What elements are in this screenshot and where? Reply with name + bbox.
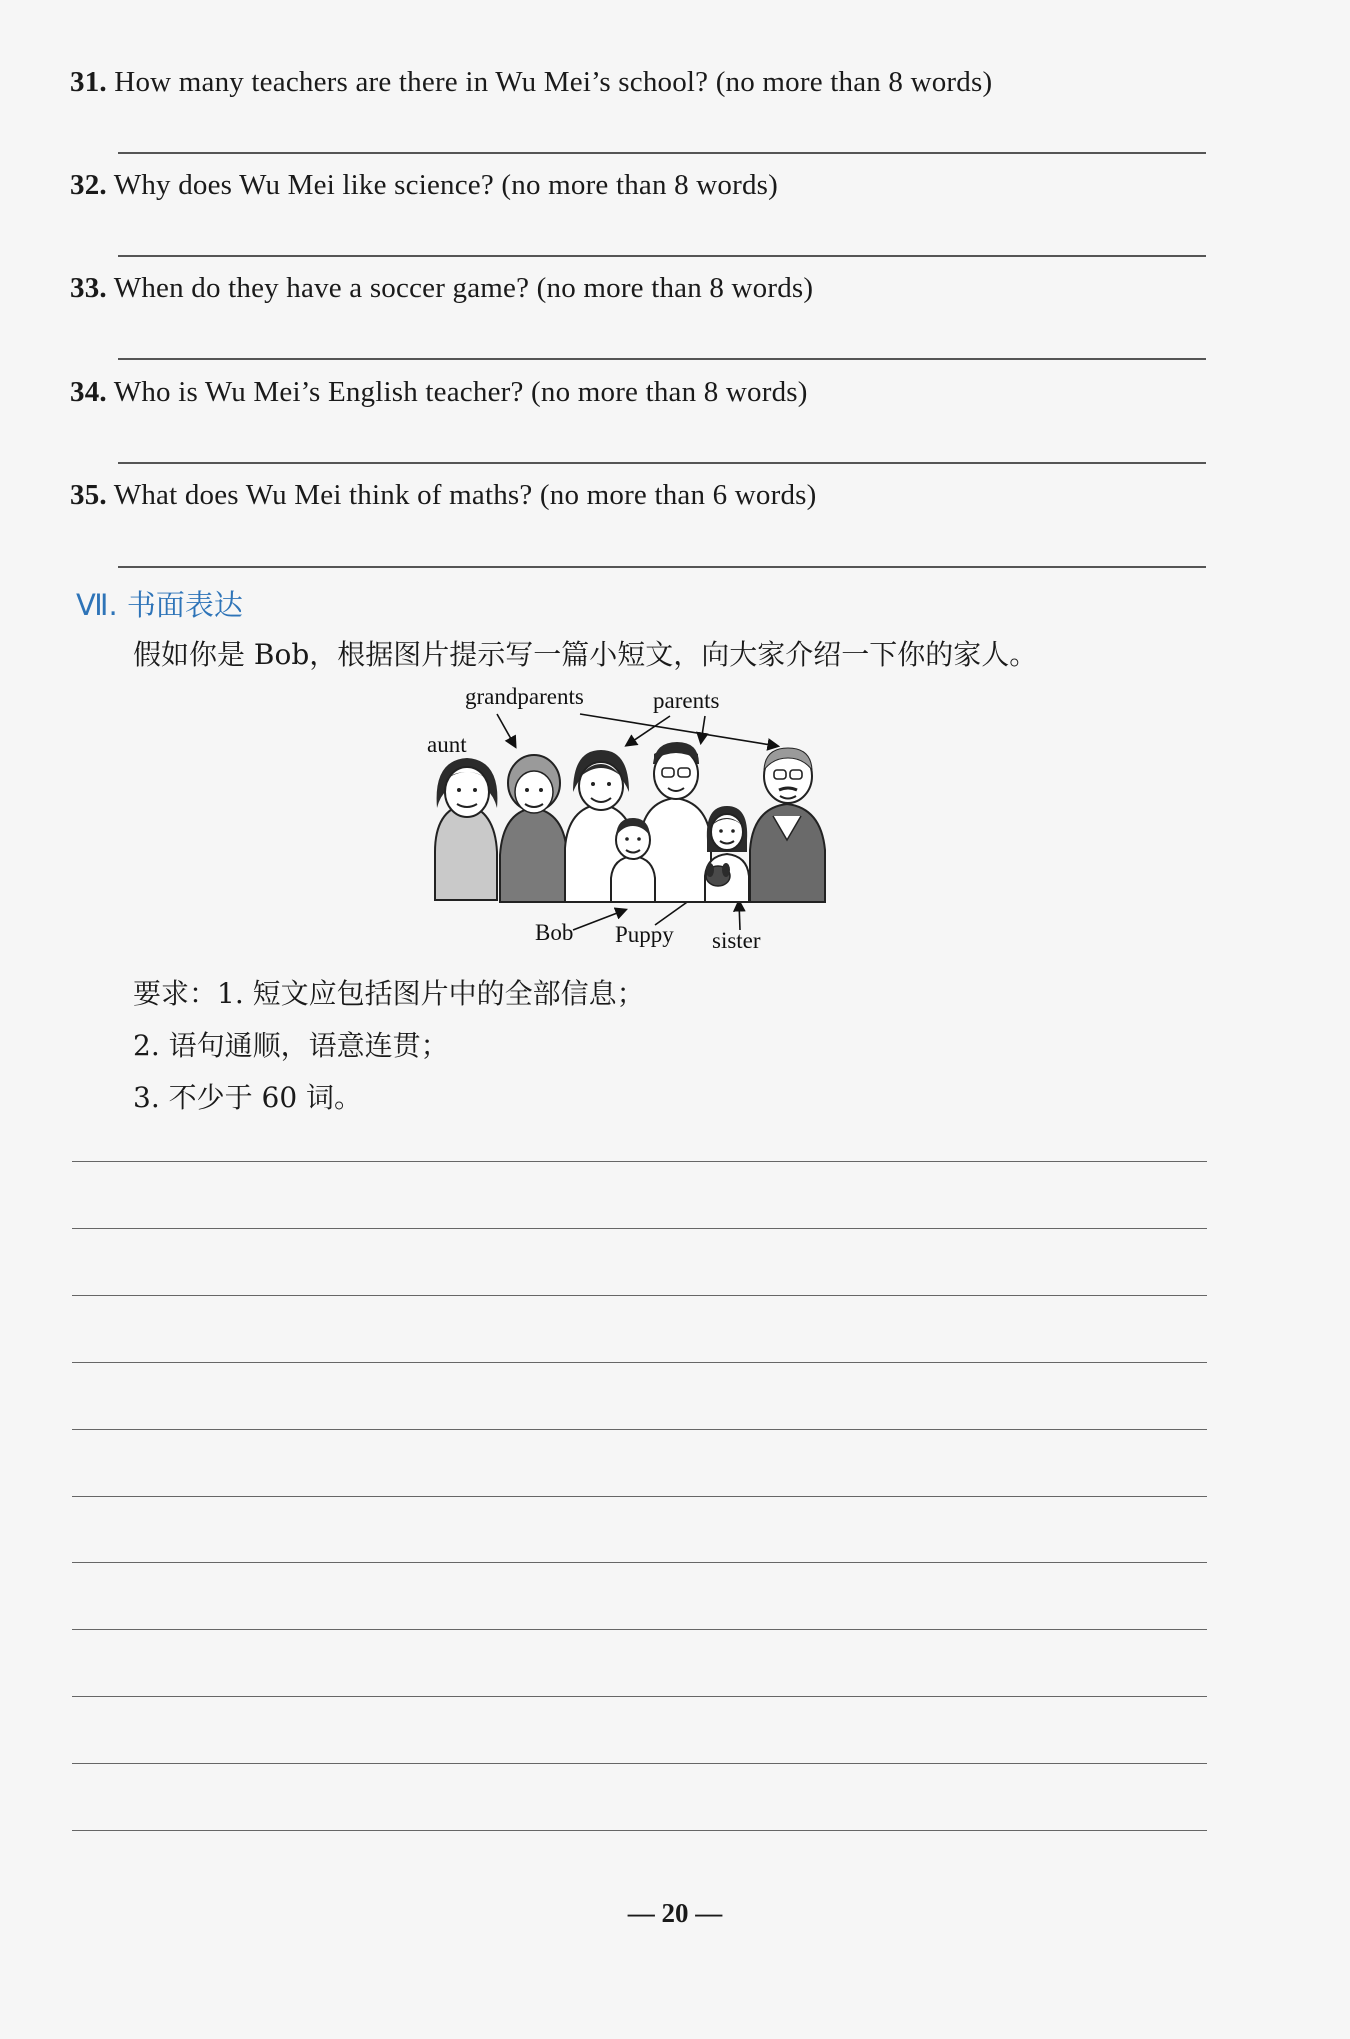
writing-line[interactable] xyxy=(72,1496,1207,1497)
writing-line[interactable] xyxy=(72,1562,1207,1563)
writing-line[interactable] xyxy=(72,1696,1207,1697)
requirement-2: 2. 语句通顺，语意连贯； xyxy=(133,1029,449,1062)
writing-line[interactable] xyxy=(72,1161,1207,1162)
question-text: How many teachers are there in Wu Mei’s school? (no more than 8 words) xyxy=(106,66,993,98)
figure-grandfather xyxy=(750,748,825,902)
question-number: 32. xyxy=(70,169,107,201)
label-grandparents: grandparents xyxy=(465,684,584,709)
question-34 xyxy=(70,376,808,409)
question-number: 34. xyxy=(70,376,107,408)
writing-line[interactable] xyxy=(72,1763,1207,1764)
label-bob: Bob xyxy=(535,920,574,945)
answer-line-31[interactable] xyxy=(118,152,1206,154)
label-aunt: aunt xyxy=(427,732,467,757)
label-sister: sister xyxy=(712,928,761,953)
label-puppy: Puppy xyxy=(615,922,674,947)
writing-line[interactable] xyxy=(72,1629,1207,1630)
answer-line-32[interactable] xyxy=(118,255,1206,257)
question-33 xyxy=(70,272,813,305)
question-35 xyxy=(70,479,817,512)
answer-line-34[interactable] xyxy=(118,462,1206,464)
question-31 xyxy=(70,66,992,99)
writing-prompt: 假如你是 Bob，根据图片提示写一篇小短文，向大家介绍一下你的家人。 xyxy=(133,638,1038,671)
family-illustration xyxy=(405,680,875,965)
figure-grandmother xyxy=(500,755,567,902)
writing-line[interactable] xyxy=(72,1830,1207,1831)
question-number: 35. xyxy=(70,479,107,511)
requirement-1: 要求：1. 短文应包括图片中的全部信息； xyxy=(133,977,645,1010)
question-text: When do they have a soccer game? (no more than 8 words) xyxy=(106,272,814,304)
answer-line-35[interactable] xyxy=(118,566,1206,568)
page-number: — 20 — xyxy=(627,1898,723,1928)
question-number: 31. xyxy=(70,66,107,98)
label-parents: parents xyxy=(653,688,720,713)
question-text: Who is Wu Mei’s English teacher? (no more than 8 words) xyxy=(106,376,808,408)
section-title: Ⅶ. 书面表达 xyxy=(76,588,243,622)
answer-line-33[interactable] xyxy=(118,358,1206,360)
question-text: Why does Wu Mei like science? (no more than 8 words) xyxy=(106,169,779,201)
figure-puppy xyxy=(706,863,730,886)
writing-line[interactable] xyxy=(72,1228,1207,1229)
requirement-3: 3. 不少于 60 词。 xyxy=(133,1081,363,1114)
writing-line[interactable] xyxy=(72,1295,1207,1296)
figure-aunt xyxy=(435,758,497,900)
question-text: What does Wu Mei think of maths? (no more than 6 words) xyxy=(106,479,817,511)
writing-line[interactable] xyxy=(72,1362,1207,1363)
question-number: 33. xyxy=(70,272,107,304)
question-32 xyxy=(70,169,778,202)
writing-line[interactable] xyxy=(72,1429,1207,1430)
